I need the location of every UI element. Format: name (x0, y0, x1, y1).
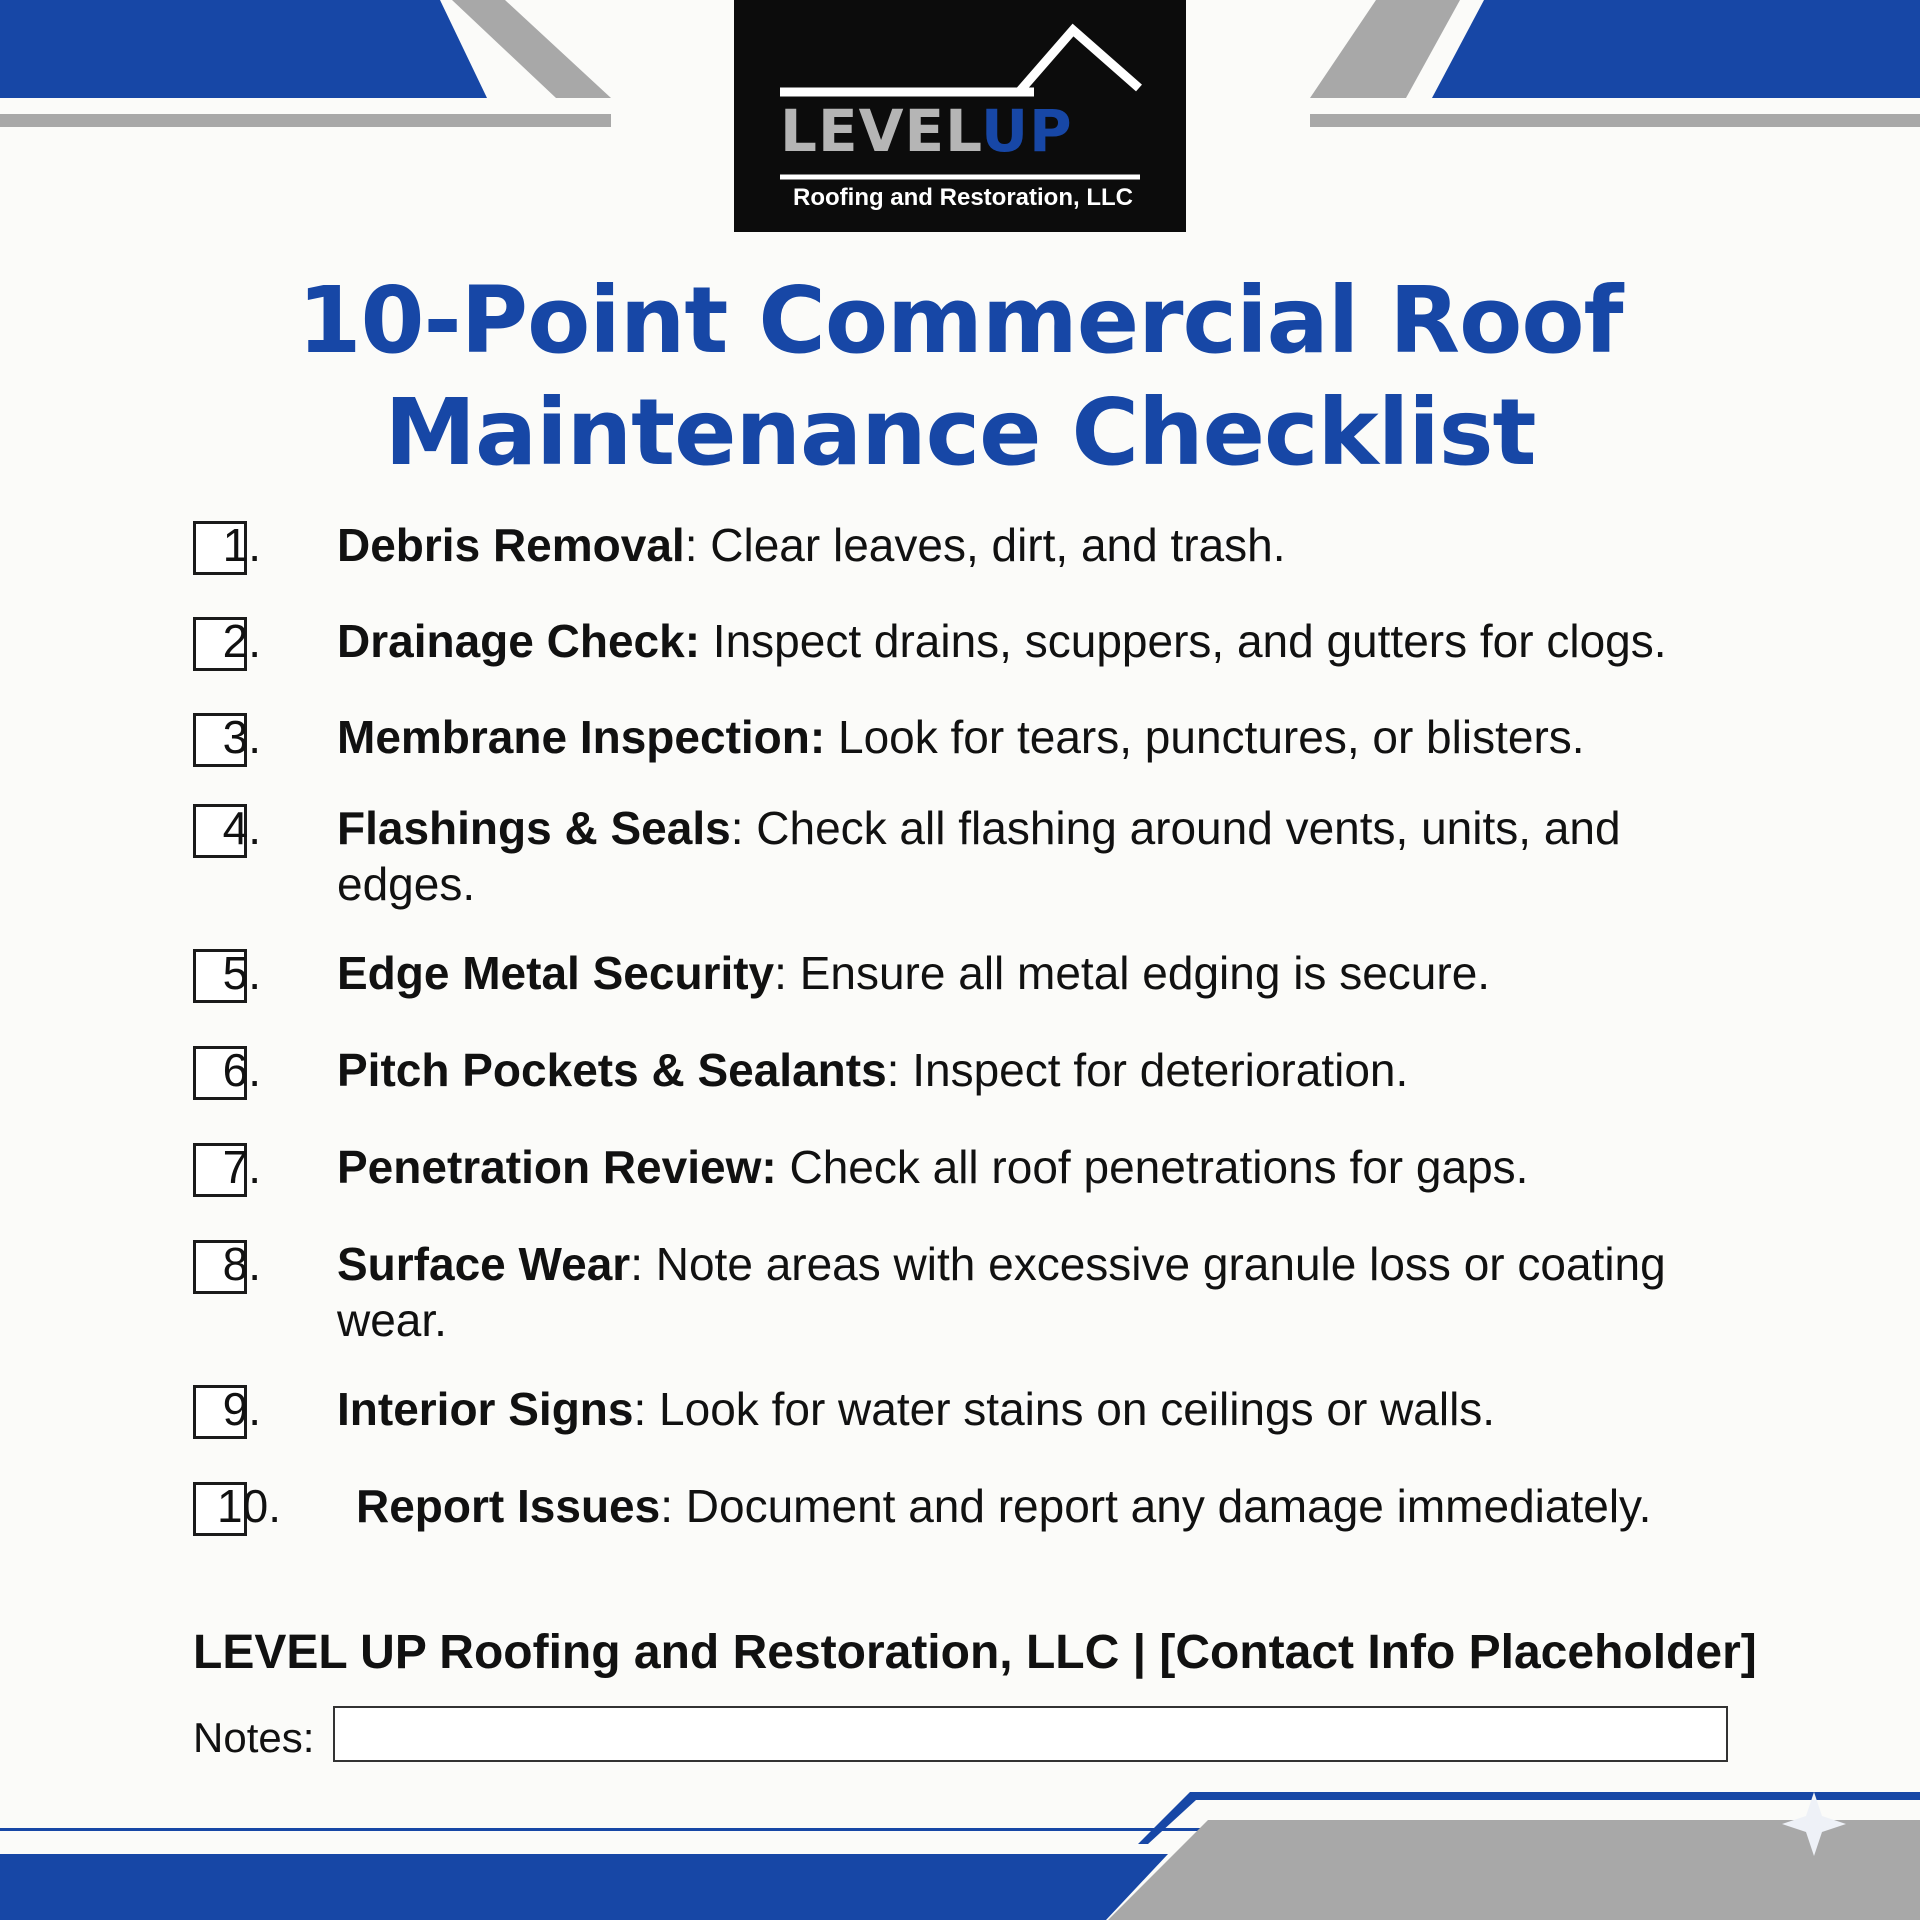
item-text (337, 1042, 1713, 1098)
item-text (337, 709, 1713, 765)
item-text (337, 1381, 1713, 1437)
item-number: 7. (222, 1141, 261, 1193)
item-term: Flashings & Seals (337, 802, 731, 854)
item-number: 5. (222, 947, 261, 999)
item-description: Document and report any damage immediately. (673, 1480, 1652, 1532)
item-term: Pitch Pockets & Sealants (337, 1044, 887, 1096)
item-term: Debris Removal (337, 519, 685, 571)
item-number: 4. (222, 802, 261, 854)
company-contact-line: LEVEL UP Roofing and Restoration, LLC | [Contact Info Placeholder] (193, 1626, 1757, 1679)
item-description: Look for tears, punctures, or blisters. (825, 711, 1585, 763)
item-term: Membrane Inspection: (337, 711, 826, 763)
item-term-suffix: : (684, 519, 698, 571)
item-number: 3. (222, 711, 261, 763)
item-number: 8. (222, 1238, 261, 1290)
logo-tagline: Roofing and Restoration, LLC (793, 184, 1133, 211)
item-term-suffix: : (730, 802, 744, 854)
item-text (337, 800, 1713, 912)
item-description: Note areas with excessive granule loss or coating wear. (337, 1238, 1666, 1346)
item-description: Ensure all metal edging is secure. (786, 947, 1491, 999)
item-text (337, 1139, 1713, 1195)
item-term: Penetration Review: (337, 1141, 777, 1193)
item-number: 1. (222, 519, 261, 571)
item-term-suffix: : (633, 1383, 647, 1435)
item-text (337, 1236, 1713, 1348)
item-term-suffix: : (660, 1480, 673, 1532)
notes-label: Notes: (193, 1714, 315, 1761)
item-text (337, 613, 1713, 669)
page-title-line-2: Maintenance Checklist (384, 379, 1536, 486)
logo-word-up: UP (980, 97, 1073, 165)
item-number: 6. (222, 1044, 261, 1096)
item-description: Check all flashing around vents, units, and edges. (337, 802, 1621, 910)
item-number: 9. (222, 1383, 261, 1435)
item-term-suffix: : (886, 1044, 900, 1096)
item-term: Report Issues (356, 1480, 661, 1532)
notes-field[interactable] (333, 1706, 1728, 1762)
item-number: 10. (217, 1480, 281, 1532)
item-term-suffix: : (774, 947, 787, 999)
item-description: Inspect for deterioration. (899, 1044, 1409, 1096)
item-description: Look for water stains on ceilings or walls. (646, 1383, 1496, 1435)
item-text (337, 945, 1713, 1001)
item-number: 2. (222, 615, 261, 667)
item-term: Interior Signs (337, 1383, 634, 1435)
logo-word-level: LEVEL (780, 97, 981, 165)
item-description: Inspect drains, scuppers, and gutters for clogs. (700, 615, 1667, 667)
item-term-suffix: : (630, 1238, 643, 1290)
item-term: Drainage Check: (337, 615, 701, 667)
item-term: Surface Wear (337, 1238, 631, 1290)
item-text (337, 517, 1713, 573)
item-description: Check all roof penetrations for gaps. (776, 1141, 1529, 1193)
page-title-line-1: 10-Point Commercial Roof (297, 267, 1623, 374)
item-text (356, 1478, 1713, 1534)
item-term: Edge Metal Security (337, 947, 775, 999)
item-description: Clear leaves, dirt, and trash. (697, 519, 1286, 571)
